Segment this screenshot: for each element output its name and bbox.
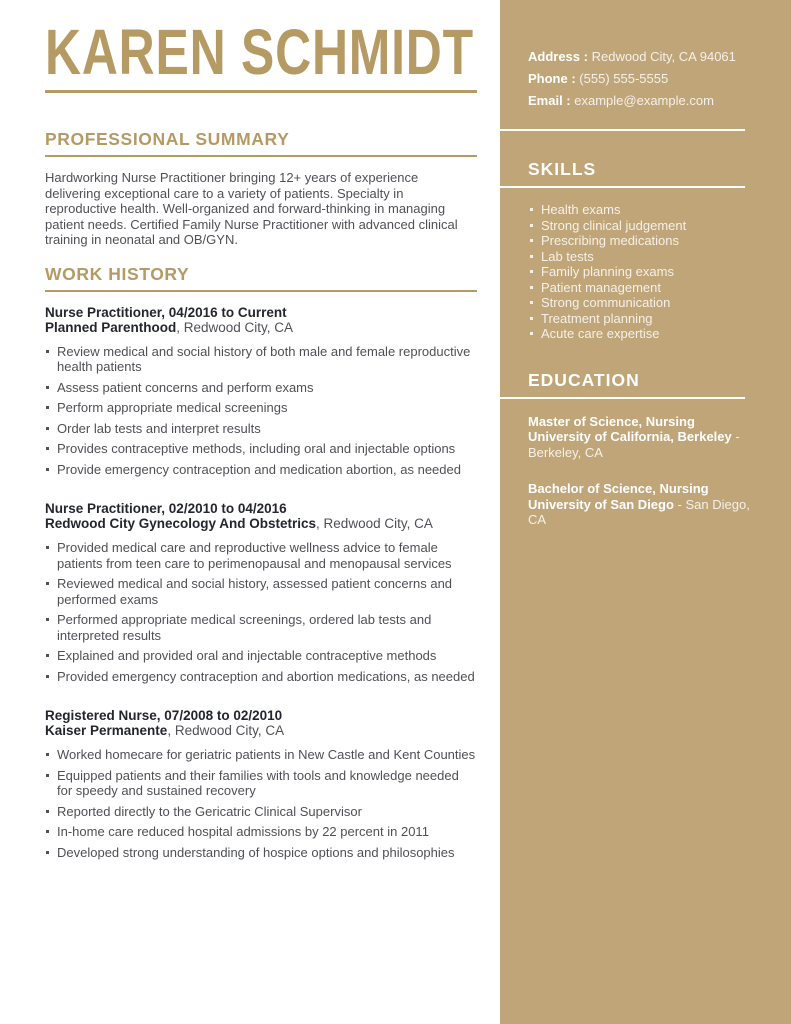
job-company: Redwood City Gynecology And Obstetrics [45,516,317,531]
skill-item: Prescribing medications [530,233,753,249]
sidebar [500,0,791,1024]
skill-item: Health exams [530,202,753,218]
job-bullet: Reported directly to the Gericatric Clinical Supervisor [45,804,477,820]
job-company-line [45,320,477,335]
skills-underline [500,186,745,188]
contact-phone-row [528,72,753,86]
job-bullet-list [45,540,477,684]
job-company: Kaiser Permanente [45,723,168,738]
job-location: , Redwood City, CA [167,723,285,738]
skill-item: Lab tests [530,249,753,265]
contact-phone-value: (555) 555-5555 [579,71,669,86]
job-bullet: Provide emergency contraception and medication abortion, as needed [45,462,477,478]
education-location: Berkeley, CA [528,444,603,460]
section-title-professional-summary: PROFESSIONAL SUMMARY [45,129,477,157]
job-entry [45,708,477,860]
sidebar-divider [500,129,745,131]
candidate-name: KAREN SCHMIDT [45,16,474,88]
job-entry [45,305,477,478]
contact-email-row [528,94,753,108]
job-bullet: Provided medical care and reproductive wellness advice to female patients from teen care to perimenopausal and menopausal services [45,540,477,571]
contact-email-value: example@example.com [574,93,714,108]
job-bullet-list [45,747,477,860]
job-bullet: Assess patient concerns and perform exams [45,380,477,396]
professional-summary-section [45,129,477,248]
job-company-line [45,723,477,738]
education-entry [528,414,753,461]
education-location: San Diego, CA [528,496,750,527]
name-divider [45,90,477,93]
contact-email-label: Email : [528,93,571,108]
job-bullet: Explained and provided oral and injectable contraceptive methods [45,648,477,664]
contact-address-label: Address : [528,49,588,64]
skill-item: Acute care expertise [530,326,753,342]
job-bullet: Order lab tests and interpret results [45,421,477,437]
education-school-line [528,497,753,528]
job-bullet: Equipped patients and their families with tools and knowledge needed for speedy and sustained recovery [45,768,477,799]
job-title-line [45,708,477,723]
job-dates: , 07/2008 to 02/2010 [156,708,283,723]
contact-address-row [528,50,753,64]
education-degree: Master of Science, Nursing [528,413,695,429]
skill-item: Family planning exams [530,264,753,280]
job-bullet: Perform appropriate medical screenings [45,400,477,416]
job-bullet: Reviewed medical and social history, assessed patient concerns and performed exams [45,576,477,607]
contact-address-value: Redwood City, CA 94061 [591,49,736,64]
education-degree: Bachelor of Science, Nursing [528,481,709,496]
education-entry [528,481,753,528]
job-bullet: Review medical and social history of both male and female reproductive health patients [45,344,477,375]
section-title-education: EDUCATION [528,369,640,390]
job-bullet-list [45,344,477,478]
summary-text: Hardworking Nurse Practitioner bringing 12+ years of experience delivering exceptional care to a variety of patients. Specialty in reproductive health. Well-organized and forward-thinking in managing patient needs. Certified Family Nurse Practitioner with advanced clinical training in neonatal and OB/GYN. [45,170,458,247]
education-underline [500,397,745,399]
job-bullet: Performed appropriate medical screenings, ordered lab tests and interpreted results [45,612,477,643]
contact-block [528,50,753,108]
education-school: University of California, Berkeley [528,429,732,444]
section-title-work-history: WORK HISTORY [45,264,477,292]
job-company-line [45,516,477,531]
job-dates: , 02/2010 to 04/2016 [161,501,287,516]
job-title-line [45,501,477,516]
education-separator: - [673,496,686,512]
job-bullet: Worked homecare for geriatric patients in New Castle and Kent Counties [45,747,477,763]
job-entry [45,501,477,684]
job-title: Nurse Practitioner [45,501,162,516]
main-column [45,0,477,865]
skill-item: Strong clinical judgement [530,218,753,234]
job-location: , Redwood City, CA [316,516,433,531]
job-bullet: Developed strong understanding of hospice options and philosophies [45,845,477,861]
job-title-line [45,305,477,320]
education-separator: - [731,429,740,444]
skill-item: Strong communication [530,295,753,311]
job-location: , Redwood City, CA [176,319,294,335]
section-title-skills: SKILLS [528,159,597,179]
job-company: Planned Parenthood [45,319,177,335]
education-school: University of San Diego [528,496,674,512]
job-bullet: Provides contraceptive methods, including oral and injectable options [45,441,477,457]
skills-list [530,202,753,342]
education-school-line [528,429,753,460]
skill-item: Treatment planning [530,311,753,327]
job-dates: , 04/2016 to Current [161,304,287,320]
job-bullet: Provided emergency contraception and abortion medications, as needed [45,669,477,685]
work-history-section [45,264,477,861]
job-title: Registered Nurse [45,708,157,723]
job-bullet: In-home care reduced hospital admissions by 22 percent in 2011 [45,824,477,840]
skill-item: Patient management [530,280,753,296]
job-title: Nurse Practitioner [45,304,162,320]
contact-phone-label: Phone : [528,71,576,86]
